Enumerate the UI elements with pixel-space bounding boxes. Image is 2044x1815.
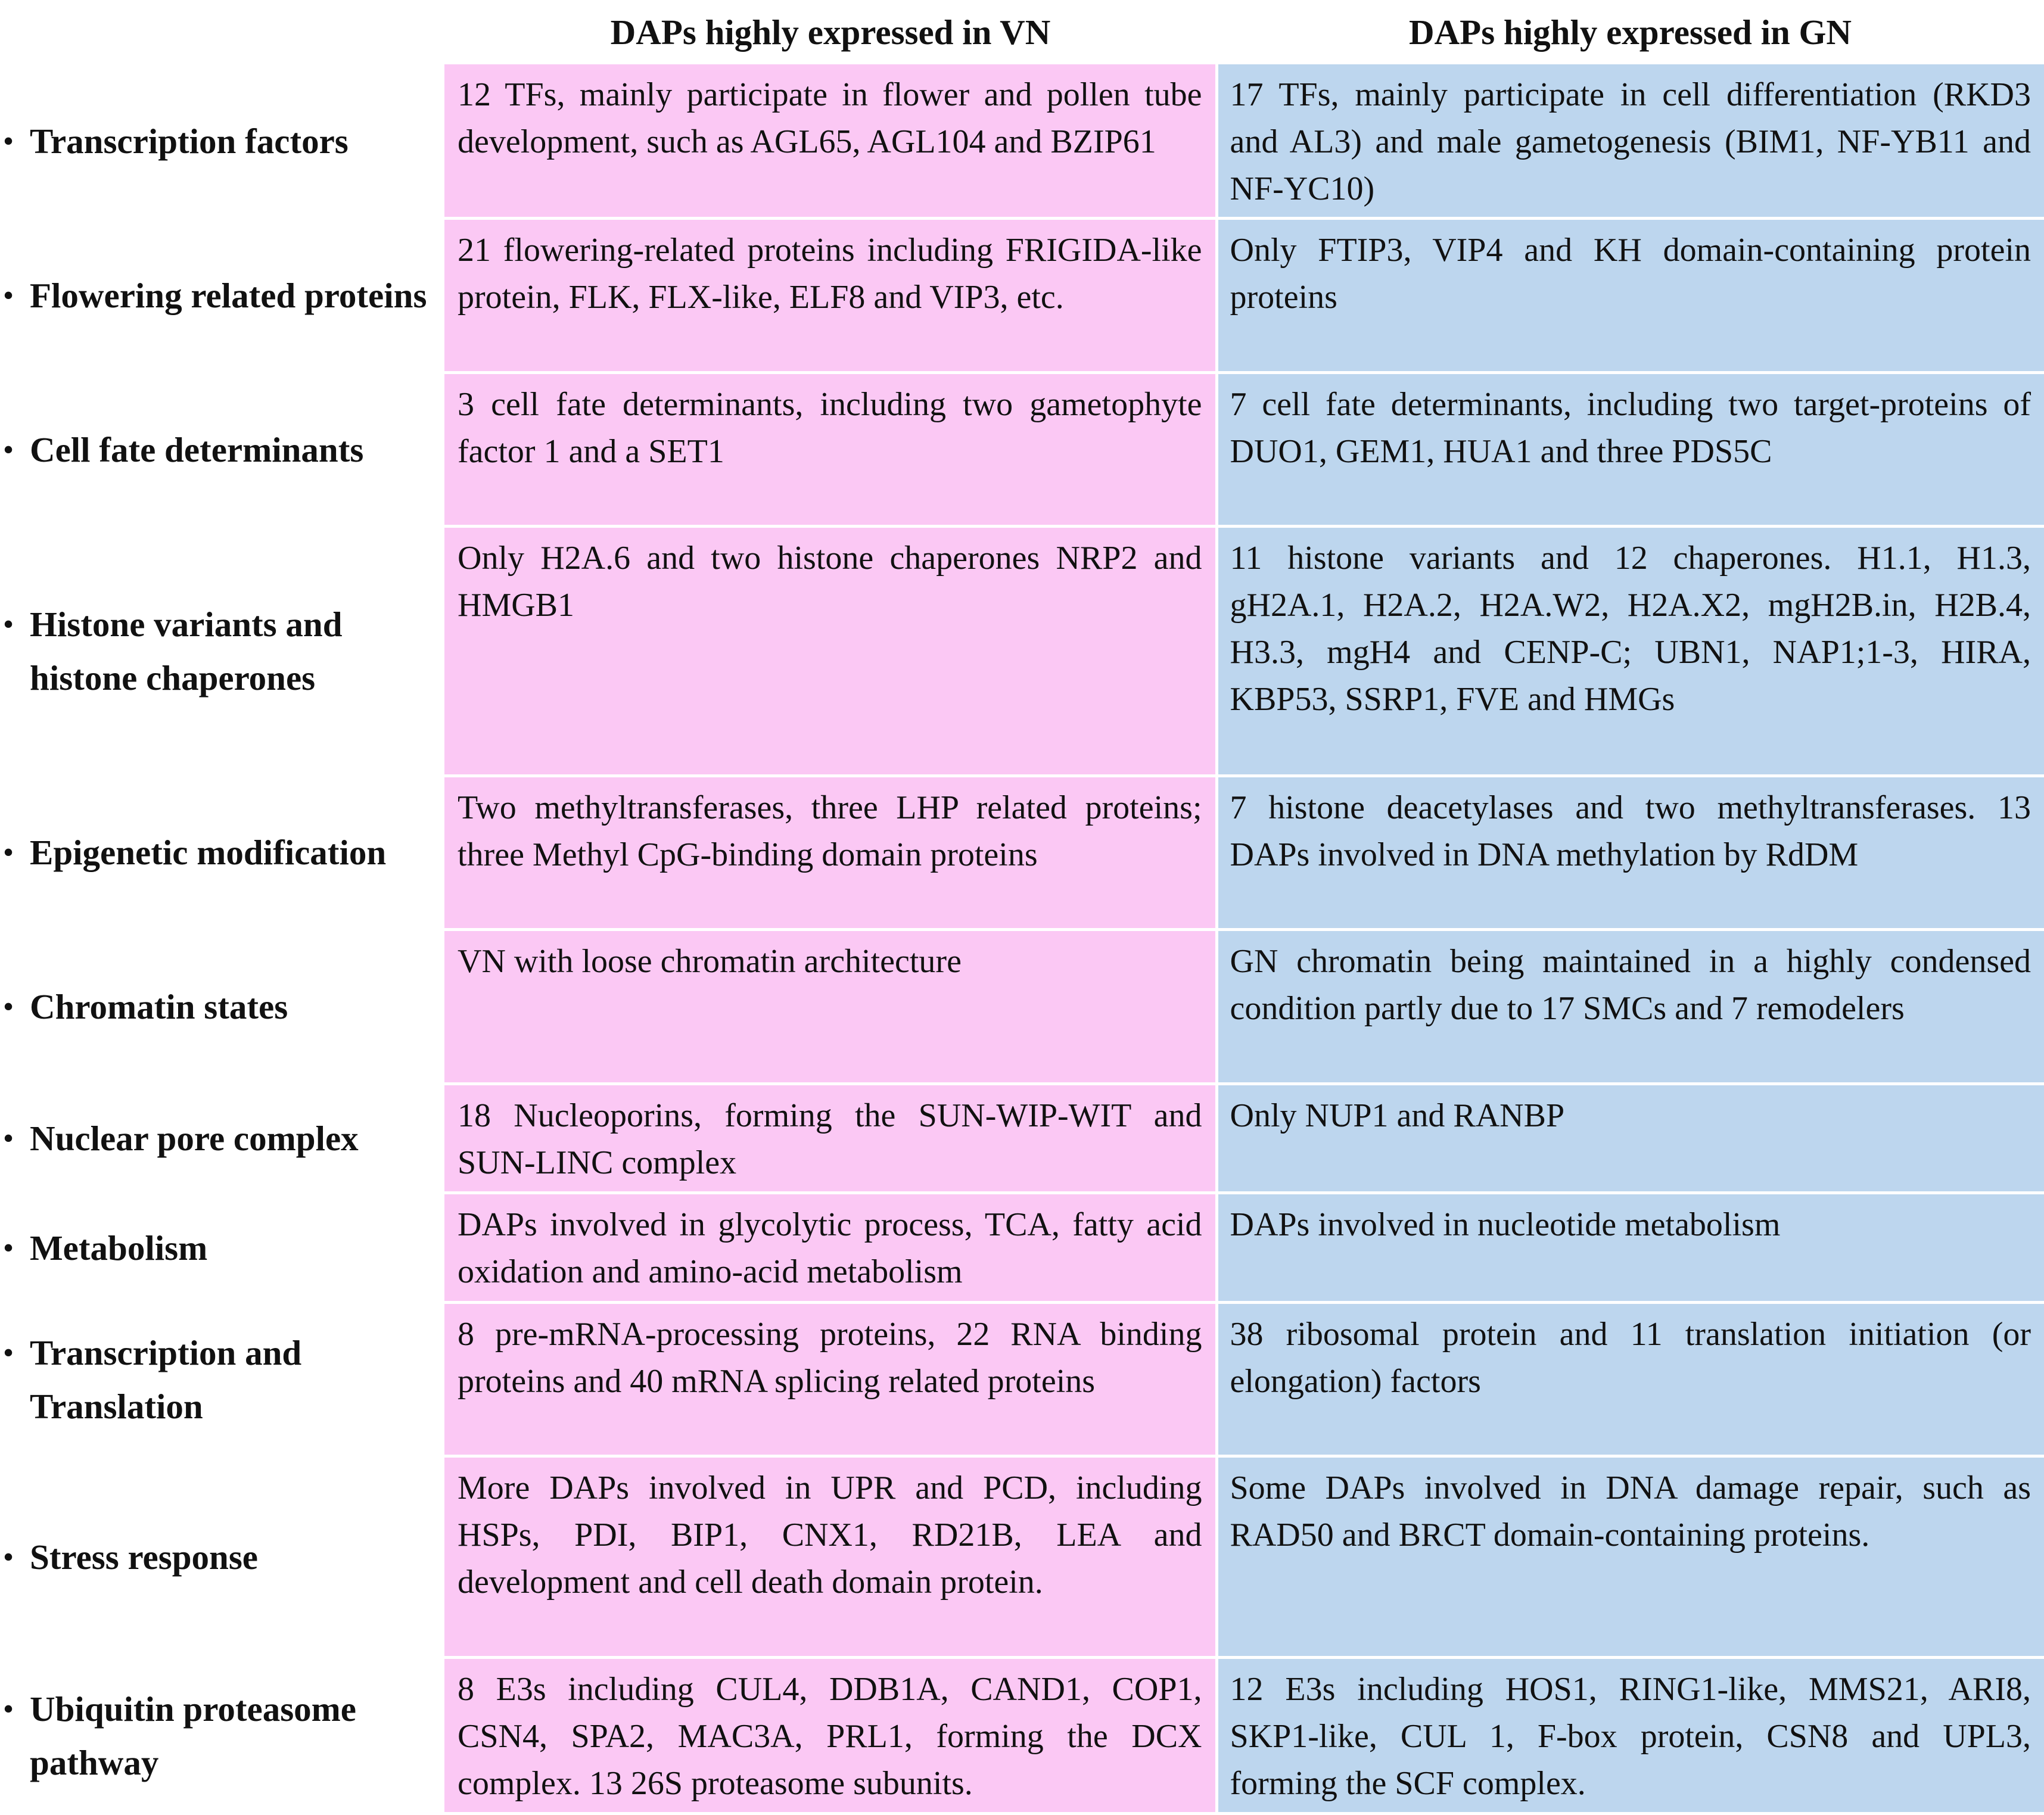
header-row [0, 0, 2044, 64]
vn-cell: 8 E3s including CUL4, DDB1A, CAND1, COP1, CSN4, SPA2, MAC3A, PRL1, forming the DCX complex. 13 26S proteasome subunits. [444, 1658, 1217, 1814]
gn-cell: 11 histone variants and 12 chaperones. H1.1, H1.3, gH2A.1, H2A.2, H2A.W2, H2A.X2, mgH2B.in, H2B.4, H3.3, mgH4 and CENP-C; UBN1, NAP1;1-3, HIRA, KBP53, SSRP1, FVE and HMGs [1217, 527, 2044, 776]
category-cell [0, 1084, 444, 1193]
category-label: Ubiquitin proteasome pathway [30, 1689, 356, 1782]
table-row [0, 1302, 2044, 1456]
header-blank [0, 0, 444, 64]
gn-cell: DAPs involved in nucleotide metabolism [1217, 1193, 2044, 1302]
gn-cell: 7 cell fate determinants, including two target-proteins of DUO1, GEM1, HUA1 and three PDS5C [1217, 372, 2044, 527]
category-cell [0, 1193, 444, 1302]
category-cell [0, 1658, 444, 1814]
gn-cell: Only NUP1 and RANBP [1217, 1084, 2044, 1193]
table-row [0, 1456, 2044, 1658]
table-row [0, 372, 2044, 527]
gn-cell: Only FTIP3, VIP4 and KH domain-containing protein proteins [1217, 219, 2044, 373]
vn-cell: More DAPs involved in UPR and PCD, including HSPs, PDI, BIP1, CNX1, RD21B, LEA and development and cell death domain protein. [444, 1456, 1217, 1658]
vn-cell: VN with loose chromatin architecture [444, 930, 1217, 1084]
bullet-icon: • [4, 1541, 14, 1572]
header-vn: DAPs highly expressed in VN [444, 0, 1217, 64]
gn-cell: 38 ribosomal protein and 11 translation initiation (or elongation) factors [1217, 1302, 2044, 1456]
table-row [0, 64, 2044, 219]
bullet-icon: • [4, 126, 14, 157]
category-cell [0, 372, 444, 527]
vn-cell: 18 Nucleoporins, forming the SUN-WIP-WIT and SUN-LINC complex [444, 1084, 1217, 1193]
header-gn: DAPs highly expressed in GN [1217, 0, 2044, 64]
table-row [0, 1193, 2044, 1302]
category-cell [0, 64, 444, 219]
vn-cell: 21 flowering-related proteins including FRIGIDA-like protein, FLK, FLX-like, ELF8 and VIP3, etc. [444, 219, 1217, 373]
vn-cell: Only H2A.6 and two histone chaperones NRP2 and HMGB1 [444, 527, 1217, 776]
table-row [0, 219, 2044, 373]
gn-cell: GN chromatin being maintained in a highly condensed condition partly due to 17 SMCs and 7 remodelers [1217, 930, 2044, 1084]
gn-cell: 17 TFs, mainly participate in cell differentiation (RKD3 and AL3) and male gametogenesis (BIM1, NF-YB11 and NF-YC10) [1217, 64, 2044, 219]
bullet-icon: • [4, 837, 14, 868]
vn-cell: 8 pre-mRNA-processing proteins, 22 RNA binding proteins and 40 mRNA splicing related proteins [444, 1302, 1217, 1456]
bullet-icon: • [4, 991, 14, 1022]
bullet-icon: • [4, 609, 14, 639]
bullet-icon: • [4, 1232, 14, 1263]
category-label: Transcription and Translation [30, 1333, 302, 1426]
vn-cell: Two methyltransferases, three LHP related proteins; three Methyl CpG-binding domain proteins [444, 776, 1217, 930]
vn-cell: DAPs involved in glycolytic process, TCA, fatty acid oxidation and amino-acid metabolism [444, 1193, 1217, 1302]
category-label: Cell fate determinants [30, 429, 364, 469]
table-row [0, 930, 2044, 1084]
category-label: Stress response [30, 1537, 258, 1577]
vn-cell: 12 TFs, mainly participate in flower and pollen tube development, such as AGL65, AGL104 and BZIP61 [444, 64, 1217, 219]
table-row [0, 1658, 2044, 1814]
category-cell [0, 1456, 444, 1658]
bullet-icon: • [4, 1337, 14, 1368]
bullet-icon: • [4, 1693, 14, 1724]
table-row [0, 776, 2044, 930]
bullet-icon: • [4, 434, 14, 465]
table-row [0, 527, 2044, 776]
gn-cell: 12 E3s including HOS1, RING1-like, MMS21, ARI8, SKP1-like, CUL 1, F-box protein, CSN8 and UPL3, forming the SCF complex. [1217, 1658, 2044, 1814]
category-cell [0, 776, 444, 930]
category-label: Histone variants and histone chaperones [30, 605, 343, 698]
category-cell [0, 930, 444, 1084]
gn-cell: Some DAPs involved in DNA damage repair, such as RAD50 and BRCT domain-containing proteins. [1217, 1456, 2044, 1658]
bullet-icon: • [4, 279, 14, 310]
category-label: Flowering related proteins [30, 275, 427, 315]
category-cell [0, 1302, 444, 1456]
category-label: Epigenetic modification [30, 833, 387, 873]
category-cell [0, 219, 444, 373]
table-row [0, 1084, 2044, 1193]
category-label: Chromatin states [30, 987, 288, 1027]
bullet-icon: • [4, 1123, 14, 1154]
category-label: Metabolism [30, 1228, 208, 1268]
vn-cell: 3 cell fate determinants, including two gametophyte factor 1 and a SET1 [444, 372, 1217, 527]
gn-cell: 7 histone deacetylases and two methyltransferases. 13 DAPs involved in DNA methylation by RdDM [1217, 776, 2044, 930]
category-label: Nuclear pore complex [30, 1119, 359, 1159]
category-label: Transcription factors [30, 122, 349, 161]
category-cell [0, 527, 444, 776]
